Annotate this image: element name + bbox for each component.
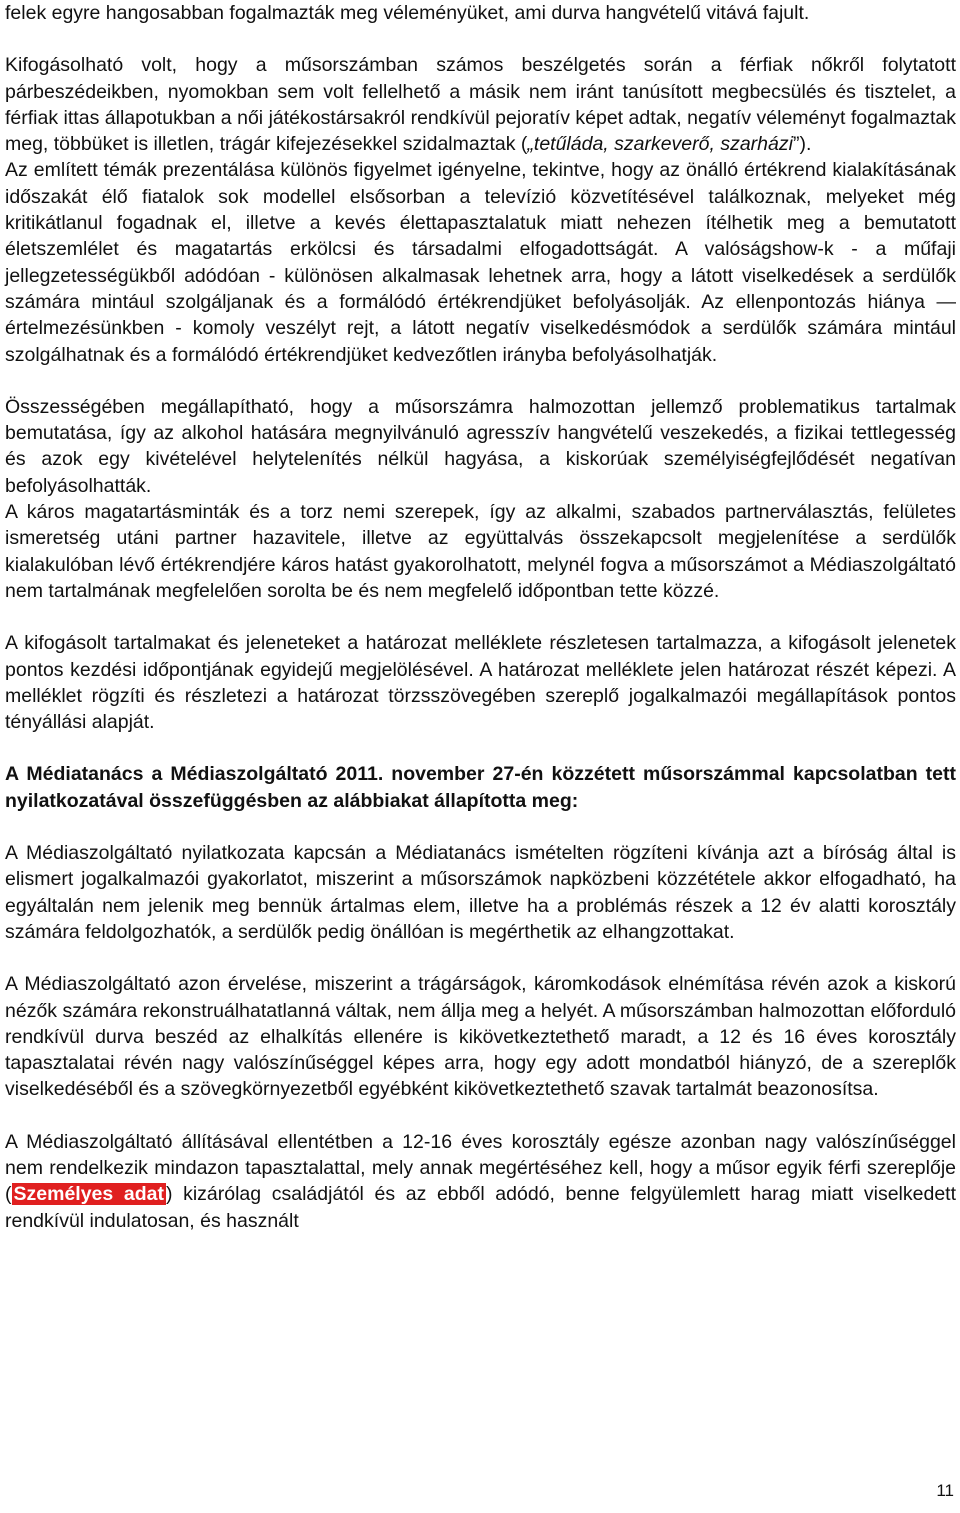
paragraph-objection <box>5 52 956 157</box>
page-number: 11 <box>936 1481 954 1500</box>
paragraph-objection-end: ”). <box>792 133 812 156</box>
section-heading: A Médiatanács a Médiaszolgáltató 2011. november 27-én közzétett műsorszámmal kapcsolatban tett nyilatkozatával összefüggésben az alábbiakat állapította meg: <box>5 763 956 812</box>
paragraph-statement: A Médiaszolgáltató nyilatkozata kapcsán a Médiatanács ismételten rögzíteni kívánja azt a bíróság által is elismert jogalkalmazói gyakorlatot, miszerint a műsorszámok napközbeni közzététele akkor elfogadható, ha egyáltalán nem jelenik meg bennük ártalmas elem, illetve ha a problémás részek a 12 év alatti korosztály számára feldolgozhatók, a serdülők pedig önállóan is megérthetik az elhangzottakat. <box>5 842 956 943</box>
paragraph-continuation: felek egyre hangosabban fogalmazták meg véleményüket, ami durva hangvételű vitává fajult. <box>5 2 810 24</box>
paragraph-topics: Az említett témák prezentálása különös figyelmet igényelne, tekintve, hogy az önálló értékrend kialakításának időszakát élő fiatalok sok modellel elsősorban a televízió közvetítésével találkoznak, melyeket még kritikátlanul fogadnak el, illetve a kevés élettapasztalatuk miatt nehezen ítélhetik meg a bemutatott életszemlélet és magatartás erkölcsi és társadalmi elfogadottságát. A valóságshow-k - a műfaji jellegzetességükből adódóan - különösen alkalmasak lehetnek arra, hogy a látott viselkedések a serdülők számára mintául szolgáljanak és a formálódó értékrendjüket befolyásolják. Az ellenpontozás hiánya ― értelmezésünkben - komoly veszélyt rejt, a látott negatív viselkedésmódok a serdülők számára mintául szolgálhatnak és a formálódó értékrendjüket kedvezőtlen irányba befolyásolhatják. <box>5 159 956 366</box>
paragraph-claim <box>5 1129 956 1234</box>
paragraph-summary: Összességében megállapítható, hogy a műsorszámra halmozottan jellemző problematikus tartalmak bemutatása, így az alkohol hatására megnyilvánuló agresszív hangvételű veszekedés, a fizikai tettlegesség és azok egy kivételével helytelenítés nélkül hagyása, a kiskorúak személyiségfejlődését negatívan befolyásolhatták. <box>5 395 956 497</box>
paragraph-harmful-patterns: A káros magatartásminták és a torz nemi szerepek, így az alkalmi, szabados partnerválasztás, felületes ismeretség utáni partner hazavitele, illetve az együttalvás összekapcsolt megjelenítése a serdülők kialakulóban lévő értékrendjére káros hatást gyakorolhatott, melynél fogva a műsorszámot a Médiaszolgáltató nem tartalmának megfelelően sorolta be és nem megfelelő időpontban tette közzé. <box>5 501 956 602</box>
quoted-insults: „tetűláda, szarkeverő, szarházi <box>527 133 793 156</box>
document-page <box>5 0 956 1234</box>
redaction-label: Személyes adat <box>13 1183 164 1206</box>
paragraph-argument: A Médiaszolgáltató azon érvelése, miszerint a trágárságok, káromkodások elnémítása révén azok a kiskorú nézők számára rekonstruálhatatlanná váltak, nem állja meg a helyét. A műsorszámban halmozottan előforduló rendkívül durva beszéd az elhalkítás ellenére is kikövetkeztethető maradt, a 12 és 16 éves korosztály tapasztalatai révén nagy valószínűséggel képes arra, hogy egy adott mondatból hiányzó, de a szereplők viselkedéséből és a szövegkörnyezetből egyébként kikövetkeztethető szavak tartalmát beazonosítsa. <box>5 973 956 1101</box>
paragraph-objection-text: Kifogásolható volt, hogy a műsorszámban számos beszélgetés során a férfiak nőkről folytatott párbeszédeikben, nyomokban sem volt fellelhető a másik nem iránt tanúsított megbecsülés és tisztelet, a férfiak ittas állapotukban a női játékostársakról rendkívül pejoratív képet adtak, negatív véleményt fogalmaztak meg, többüket is illetlen, trágár kifejezésekkel szidalmaztak ( <box>5 54 956 156</box>
paragraph-claim-text: A Médiaszolgáltató állításával ellentétben a 12-16 éves korosztály egésze azonban nagy valószínűséggel nem rendelkezik mindazon tapasztalattal, mely annak megértéséhez kell, hogy a műsor egyik férfi szereplője ( <box>5 1130 956 1206</box>
paragraph-annex: A kifogásolt tartalmakat és jeleneteket a határozat melléklete részletesen tartalmazza, a kifogásolt jelenetek pontos kezdési időpontjának egyidejű megjelölésével. A határozat melléklete jelen határozat részét képezi. A melléklet rögzíti és részletezi a határozat törzsszövegében szereplő jogalkalmazói megállapítások pontos tényállási alapját. <box>5 632 956 734</box>
paragraph-claim-end: ) kizárólag családjától és az ebből adódó, benne felgyülemlett harag miatt viselkedett rendkívül indulatosan, és használt <box>5 1183 956 1232</box>
